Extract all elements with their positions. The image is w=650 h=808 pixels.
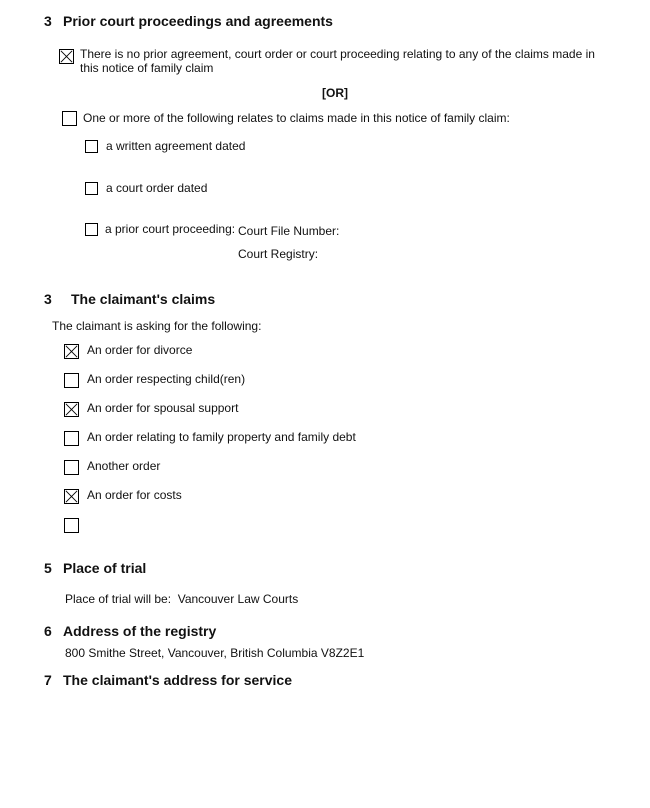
claim-label: An order for costs [87, 488, 182, 502]
claim-checkbox[interactable] [64, 518, 79, 533]
section-title-place-of-trial: Place of trial [63, 560, 147, 576]
claim-checkbox[interactable] [64, 460, 79, 475]
claim-label: An order for divorce [87, 343, 193, 357]
section-number: 3 [44, 291, 52, 307]
claim-label: An order for spousal support [87, 401, 239, 415]
section-number: 5 [44, 560, 52, 576]
section-number: 7 [44, 672, 52, 688]
prior-proceeding-checkbox[interactable] [85, 223, 98, 236]
section-title-prior-proceedings: Prior court proceedings and agreements [63, 13, 333, 29]
claim-checkbox[interactable] [64, 373, 79, 388]
place-of-trial-value: Vancouver Law Courts [177, 592, 299, 606]
prior-proceeding-label: a prior court proceeding: [105, 222, 236, 236]
check-mark-icon [60, 50, 73, 63]
court-order-label: a court order dated [106, 181, 208, 195]
check-mark-icon [65, 490, 78, 503]
no-prior-text: There is no prior agreement, court order or court proceeding relating to any of the claims made in this notice of family claim [80, 47, 595, 75]
claim-checkbox[interactable] [64, 402, 79, 417]
claim-label: An order respecting child(ren) [87, 372, 246, 386]
section-number: 6 [44, 623, 52, 639]
or-label: [OR] [322, 86, 348, 100]
section-title-address-for-service: The claimant's address for service [63, 672, 292, 688]
place-of-trial-line [65, 592, 298, 606]
written-agreement-checkbox[interactable] [85, 140, 98, 153]
check-mark-icon [65, 403, 78, 416]
court-registry-label: Court Registry: [238, 247, 319, 261]
check-mark-icon [65, 345, 78, 358]
court-order-checkbox[interactable] [85, 182, 98, 195]
no-prior-checkbox[interactable] [59, 49, 74, 64]
one-or-more-checkbox[interactable] [62, 111, 77, 126]
one-or-more-text: One or more of the following relates to claims made in this notice of family claim: [83, 111, 510, 125]
claim-label: An order relating to family property and family debt [87, 430, 356, 444]
written-agreement-label: a written agreement dated [106, 139, 246, 153]
court-file-number-label: Court File Number: [238, 224, 340, 238]
section-number: 3 [44, 13, 52, 29]
claims-intro: The claimant is asking for the following: [52, 319, 262, 333]
registry-address: 800 Smithe Street, Vancouver, British Columbia V8Z2E1 [65, 646, 365, 660]
claim-label: Another order [87, 459, 161, 473]
section-title-claims: The claimant's claims [71, 291, 216, 307]
section-title-registry: Address of the registry [63, 623, 217, 639]
claim-checkbox[interactable] [64, 489, 79, 504]
claim-checkbox[interactable] [64, 344, 79, 359]
claim-checkbox[interactable] [64, 431, 79, 446]
place-of-trial-label: Place of trial will be: [65, 592, 172, 606]
